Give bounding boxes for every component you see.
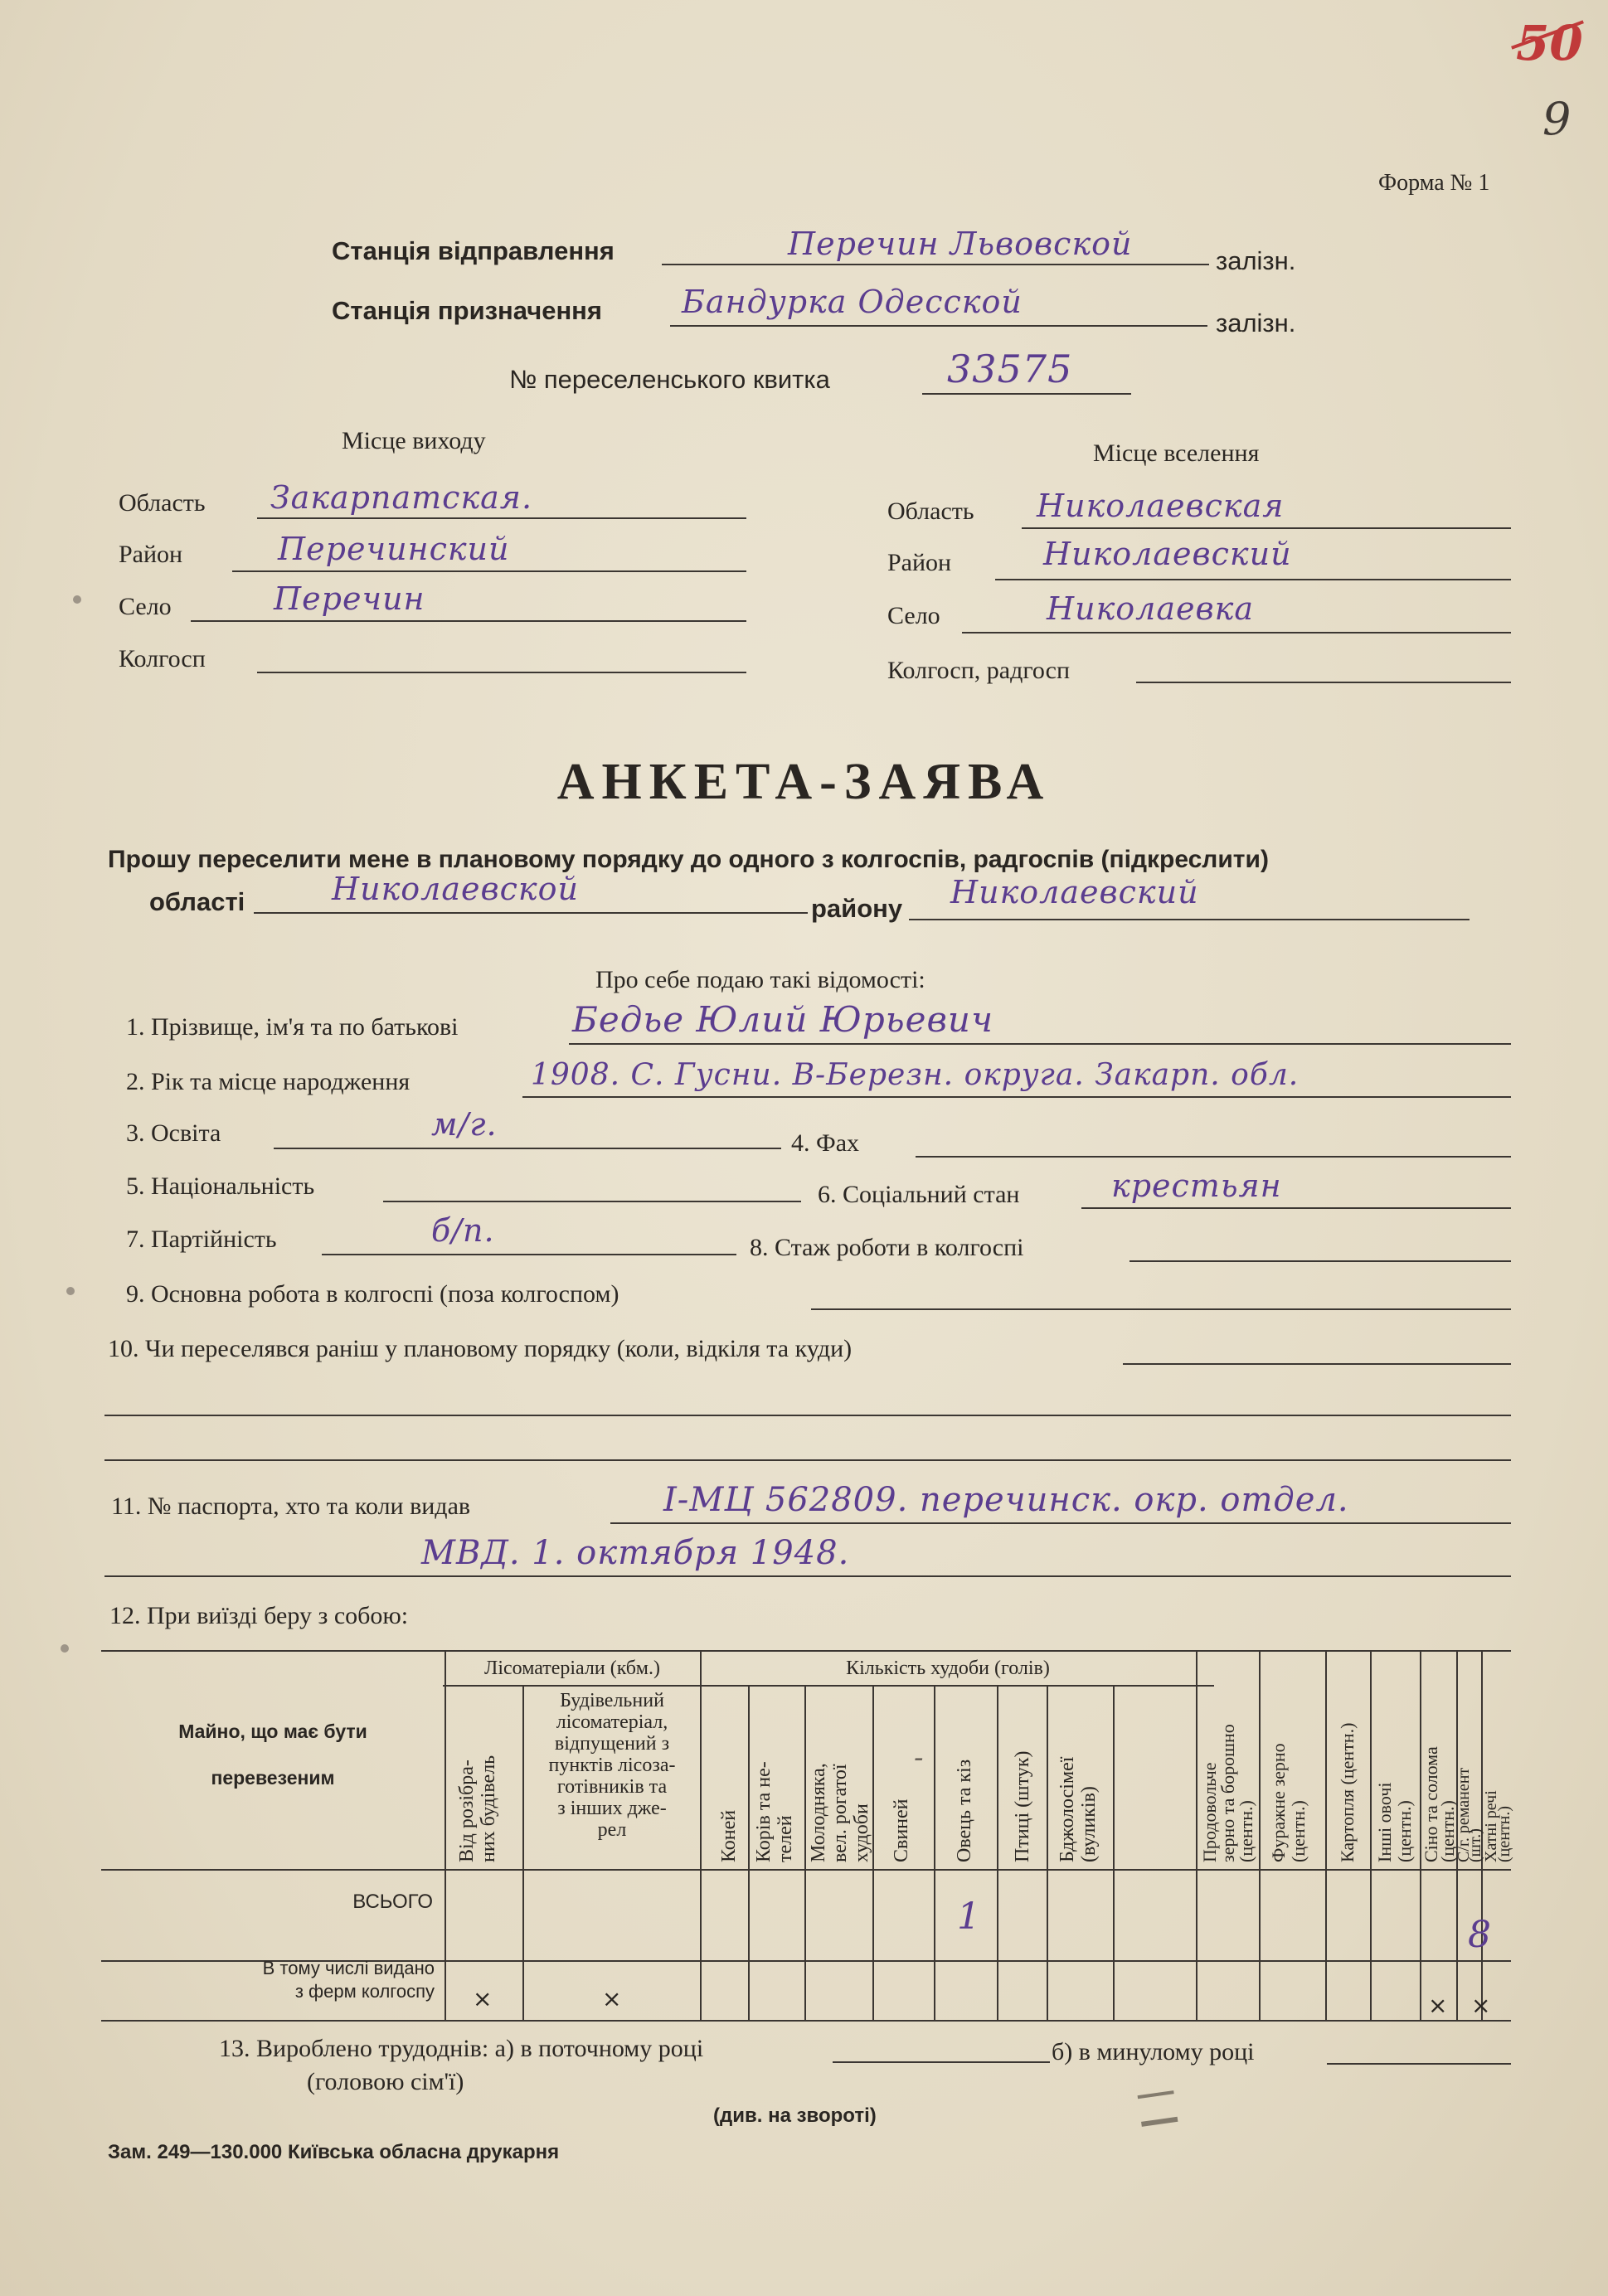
- total-sheep-goats: 1: [957, 1896, 980, 1938]
- field-4-label: 4. Фах: [791, 1129, 860, 1157]
- destination-raion-line: [995, 579, 1511, 580]
- workdays-current-line: [833, 2061, 1050, 2063]
- pig-pencil-mark: -: [914, 1741, 924, 1774]
- origin-raion-value: Перечинский: [278, 531, 510, 567]
- departure-station-suffix: залізн.: [1216, 246, 1296, 275]
- origin-oblast-label: Область: [119, 489, 206, 517]
- destination-oblast-label: Область: [887, 498, 974, 525]
- field-11-value-line-2: МВД. 1. октября 1948.: [421, 1534, 850, 1572]
- field-12-label: 12. При виїзді беру з собою:: [109, 1602, 409, 1629]
- origin-heading: Місце виходу: [342, 427, 486, 454]
- col-hay-straw: Сіно та солома (центн.): [1421, 1746, 1458, 1862]
- property-header: Майно, що має бути перевезеним: [178, 1721, 367, 1789]
- departure-station-label: Станція відправлення: [332, 236, 615, 265]
- field-8-label: 8. Стаж роботи в колгоспі: [750, 1234, 1024, 1261]
- field-2-value: 1908. С. Гусни. В-Березн. округа. Закарп. обл.: [531, 1058, 1300, 1092]
- field-2-label: 2. Рік та місце народження: [126, 1068, 411, 1095]
- origin-selo-line: [191, 620, 746, 622]
- departure-station-line: [662, 264, 1209, 265]
- col-farm-tools: С/г. реманент (шт.): [1455, 1767, 1484, 1862]
- workdays-label: 13. Вироблено трудоднів: а) в поточному році: [219, 2035, 704, 2062]
- field-4-line: [916, 1156, 1511, 1158]
- destination-station-label: Станція призначення: [332, 296, 602, 325]
- punch-hole-bottom: [61, 1644, 69, 1653]
- document-title: АНКЕТА-ЗАЯВА: [556, 754, 1052, 810]
- livestock-col-young-cattle: Молодняка, вел. рогатої худоби: [808, 1763, 872, 1862]
- field-3-label: 3. Освіта: [126, 1119, 221, 1147]
- livestock-col-pigs: Свиней: [891, 1798, 912, 1862]
- printer-imprint: Зам. 249—130.000 Київська обласна друкарня: [108, 2141, 560, 2163]
- cross-mark-issued: ×: [602, 1985, 622, 2012]
- destination-selo-label: Село: [887, 602, 940, 629]
- field-10-line-2: [104, 1415, 1511, 1416]
- archive-page-number-red: 50: [1516, 15, 1583, 71]
- field-7-label: 7. Партійність: [126, 1226, 277, 1253]
- destination-raion-value: Николаевский: [1043, 536, 1292, 572]
- archive-page-number-pencil: 9: [1542, 93, 1572, 145]
- field-11-value-line-1: I-МЦ 562809. перечинск. окр. отдел.: [663, 1481, 1349, 1519]
- field-8-line: [1129, 1260, 1511, 1262]
- field-5-line: [383, 1201, 801, 1202]
- row-farm-label: В тому числі видано з ферм колгоспу: [262, 1958, 435, 2002]
- timber-col-issued: Будівельний лісоматеріал, відпущений з пунктів лісоза- готівників та з інших дже- рел: [548, 1690, 676, 1841]
- field-1-value: Бедье Юлий Юрьевич: [572, 999, 994, 1040]
- timber-group-header: Лісоматеріали (кбм.): [484, 1658, 660, 1679]
- origin-selo-value: Перечин: [274, 580, 425, 617]
- cross-mark-household: ×: [1471, 1992, 1491, 2019]
- request-oblast-value: Николаевской: [332, 871, 579, 907]
- livestock-col-poultry: Птиці (штук): [1012, 1750, 1033, 1862]
- field-6-line: [1081, 1207, 1511, 1209]
- ticket-number-value: 33575: [947, 347, 1073, 391]
- destination-selo-line: [962, 632, 1511, 633]
- field-1-label: 1. Прізвище, ім'я та по батькові: [126, 1013, 459, 1041]
- workdays-prev-label: б) в минулому році: [1052, 2038, 1255, 2065]
- col-food-grain: Продовольче зерно та борошно (центн.): [1199, 1724, 1256, 1862]
- ticket-number-label: № переселенського квитка: [509, 365, 830, 394]
- origin-selo-label: Село: [119, 593, 172, 620]
- origin-raion-line: [232, 570, 746, 572]
- origin-oblast-value: Закарпатская.: [270, 479, 533, 516]
- field-6-value: крестьян: [1111, 1167, 1282, 1204]
- destination-station-value: Бандурка Одесской: [682, 284, 1023, 320]
- punch-hole-top: [73, 595, 81, 604]
- livestock-col-horses: Коней: [718, 1809, 740, 1862]
- livestock-col-cows: Корів та не- телей: [753, 1761, 796, 1862]
- field-11-line-2: [104, 1575, 1511, 1577]
- livestock-col-bee-families: Бджолосімеї (вуликів): [1057, 1756, 1100, 1862]
- request-oblast-line: [254, 912, 808, 914]
- request-raion-line: [909, 919, 1470, 920]
- col-household-items: Хатні речі (центн.): [1482, 1790, 1513, 1862]
- field-6-label: 6. Соціальний стан: [818, 1181, 1020, 1208]
- about-heading: Про себе подаю такі відомості:: [595, 966, 925, 993]
- col-fodder-grain: Фуражне зерно (центн.): [1268, 1743, 1309, 1862]
- origin-kolhosp-line: [257, 672, 746, 673]
- field-11-line-1: [610, 1522, 1511, 1524]
- form-number: Форма № 1: [1378, 170, 1490, 196]
- field-5-label: 5. Національність: [126, 1172, 315, 1200]
- departure-station-value: Перечин Львовской: [788, 226, 1133, 262]
- field-10-line-3: [104, 1459, 1511, 1461]
- field-3-line: [274, 1148, 781, 1149]
- destination-oblast-value: Николаевская: [1037, 488, 1285, 524]
- total-household-items: 8: [1468, 1914, 1491, 1956]
- destination-raion-label: Район: [887, 549, 952, 576]
- workdays-sublabel: (головою сім'ї): [307, 2068, 464, 2095]
- destination-selo-value: Николаевка: [1047, 590, 1254, 627]
- workdays-prev-line: [1327, 2063, 1511, 2065]
- livestock-col-sheep-goats: Овець та кіз: [954, 1759, 975, 1862]
- see-back-note: (див. на звороті): [713, 2104, 877, 2127]
- timber-col-dismantled: Від розібра- них будівель: [456, 1755, 499, 1862]
- cross-mark-farm-tools: ×: [1428, 1992, 1448, 2019]
- field-10-line-1: [1123, 1363, 1511, 1365]
- property-table: [101, 1650, 1511, 2022]
- livestock-group-header: Кількість худоби (голів): [846, 1658, 1050, 1679]
- field-7-value: б/п.: [431, 1212, 495, 1249]
- request-raion-value: Николаевский: [950, 874, 1199, 910]
- request-oblast-label: області: [149, 887, 245, 916]
- request-raion-label: району: [811, 894, 903, 923]
- request-text: Прошу переселити мене в плановому порядку до одного з колгоспів, радгоспів (підкреслити): [108, 846, 1269, 873]
- cross-mark-dismantled: ×: [473, 1985, 493, 2012]
- destination-kolhosp-line: [1136, 682, 1511, 683]
- field-1-line: [569, 1043, 1511, 1045]
- punch-hole-middle: [66, 1287, 75, 1295]
- field-10-label: 10. Чи переселявся раніш у плановому порядку (коли, відкіля та куди): [108, 1335, 853, 1362]
- destination-station-line: [670, 325, 1207, 327]
- origin-oblast-line: [257, 517, 746, 519]
- row-total-label: ВСЬОГО: [352, 1891, 433, 1913]
- col-other-vegetables: Інші овочі (центн.): [1374, 1782, 1415, 1862]
- field-9-label: 9. Основна робота в колгоспі (поза колгоспом): [126, 1280, 619, 1308]
- field-3-value: м/г.: [431, 1106, 498, 1143]
- ticket-number-line: [922, 393, 1131, 395]
- pencil-scribble: [1138, 2090, 1178, 2127]
- field-11-label: 11. № паспорта, хто та коли видав: [111, 1493, 471, 1520]
- field-9-line: [811, 1308, 1511, 1310]
- field-2-line: [522, 1096, 1511, 1098]
- origin-kolhosp-label: Колгосп: [119, 645, 206, 672]
- col-potatoes: Картопля (центн.): [1337, 1722, 1358, 1862]
- destination-kolhosp-label: Колгосп, радгосп: [887, 657, 1071, 684]
- destination-heading: Місце вселення: [1093, 439, 1260, 467]
- destination-station-suffix: залізн.: [1216, 308, 1296, 337]
- field-7-line: [322, 1254, 736, 1255]
- destination-oblast-line: [1022, 527, 1511, 529]
- origin-raion-label: Район: [119, 541, 183, 568]
